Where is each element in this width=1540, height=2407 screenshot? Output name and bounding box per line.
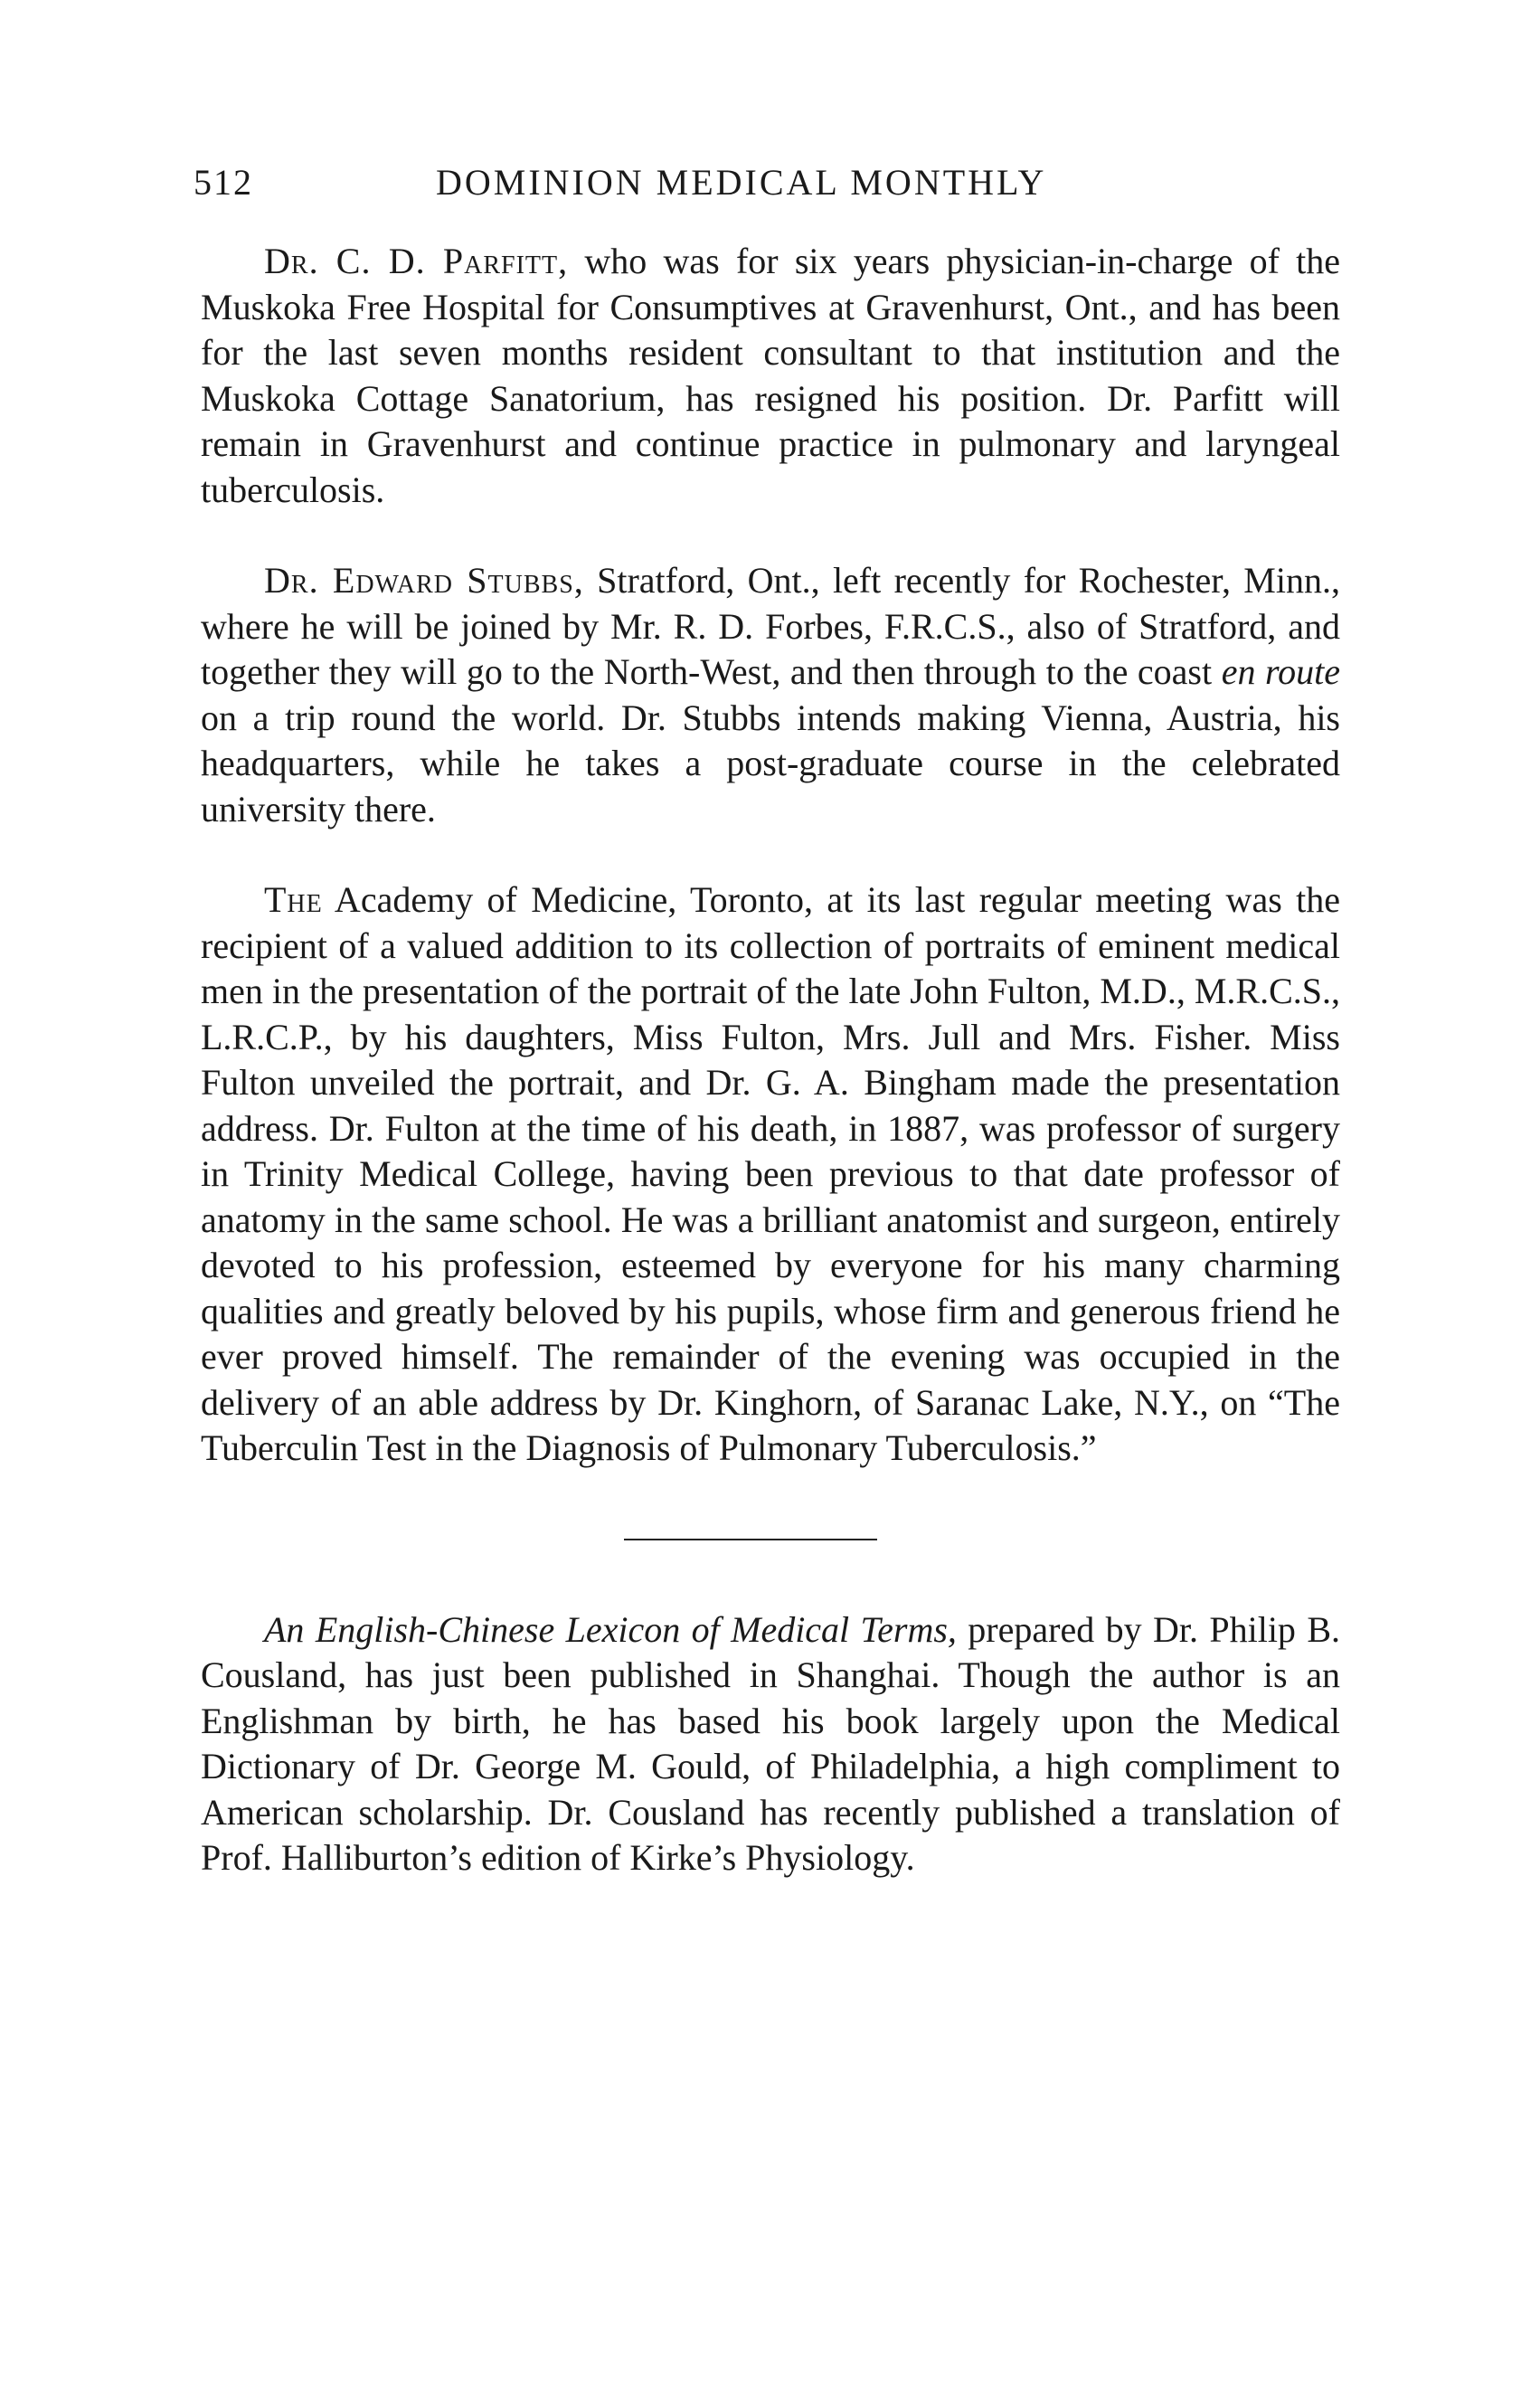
- lead-word: The: [264, 879, 323, 920]
- paragraph-academy: [201, 877, 1340, 1472]
- paragraph-stubbs: [201, 558, 1340, 832]
- paragraph-text: prepared by Dr. Philip B. Cousland, has just been published in Shanghai. Though the author is an Englishman by birth, he has based his book largely upon the Medical Dictionary of Dr. George M. Gould, of Philadelphia, a high compliment to American scholarship. Dr. Cousland has recently published a translation of Prof. Halliburton’s edition of Kirke’s Physiology.: [201, 1608, 1340, 1878]
- paragraph-text: Stratford, Ont., left recently for Rochester, Minn., where he will be joined by Mr. R. D. Forbes, F.R.C.S., also of Stratford, and together they will go to the North-West, and then through to the coast: [201, 560, 1340, 692]
- article-body: [201, 239, 1340, 1472]
- italic-phrase: en route: [1221, 651, 1340, 692]
- book-title: An English-Chinese Lexicon of Medical Terms,: [264, 1608, 957, 1650]
- paragraph-lexicon: [201, 1607, 1340, 1881]
- person-name: Dr. C. D. Parfitt,: [264, 241, 569, 281]
- running-head: [194, 161, 1340, 204]
- paragraph-parfitt: [201, 239, 1340, 513]
- page-number: 512: [194, 162, 253, 203]
- document-page: [194, 161, 1341, 1881]
- person-name: Dr. Edward Stubbs,: [264, 560, 584, 601]
- paragraph-text: who was for six years physician-in-charge of the Muskoka Free Hospital for Consumptives at Gravenhurst, Ont., and has been for the last seven months resident consultant to that institution and the Muskoka Cottage Sanatorium, has resigned his position. Dr. Parfitt will remain in Gravenhurst and continue practice in pulmonary and laryngeal tuberculosis.: [201, 241, 1341, 510]
- journal-title: DOMINION MEDICAL MONTHLY: [436, 162, 1047, 203]
- paragraph-text: on a trip round the world. Dr. Stubbs intends making Vienna, Austria, his headquarters, while he takes a post-graduate course in the celebrated university there.: [201, 697, 1340, 829]
- paragraph-text: Academy of Medicine, Toronto, at its last regular meeting was the recipient of a valued addition to its collection of portraits of eminent medical men in the presentation of the portrait of the late John Fulton, M.D., M.R.C.S., L.R.C.P., by his daughters, Miss Fulton, Mrs. Jull and Mrs. Fisher. Miss Fulton unveiled the portrait, and Dr. G. A. Bingham made the presentation address. Dr. Fulton at the time of his death, in 1887, was professor of surgery in Trinity Medical College, having been previous to that date professor of anatomy in the same school. He was a brilliant anatomist and surgeon, entirely devoted to his profession, esteemed by everyone for his many charming qualities and greatly beloved by his pupils, whose firm and generous friend he ever proved himself. The remainder of the evening was occupied in the delivery of an able address by Dr. Kinghorn, of Saranac Lake, N.Y., on “The Tuberculin Test in the Diagnosis of Pulmonary Tuberculosis.”: [201, 879, 1340, 1468]
- section-divider: [624, 1539, 877, 1540]
